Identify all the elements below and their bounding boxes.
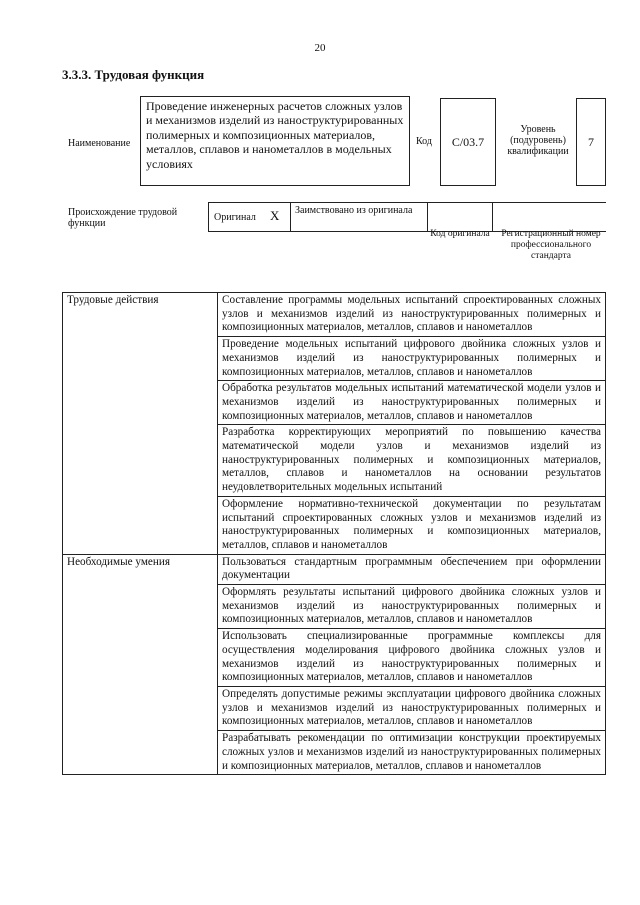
page-number: 20 (314, 42, 326, 54)
table-cell: Пользоваться стандартным программным обеспечением при оформлении документации (218, 554, 606, 584)
reg-number-label: Регистрационный номер профессионального стандарта (501, 229, 601, 261)
name-label: Наименование (68, 138, 131, 149)
table-cell: Составление программы модельных испытаний спроектированных сложных узлов и механизмов изделий из наноструктурированных полимерных и композиционных материалов, металлов, сплавов и нанометаллов (218, 293, 606, 337)
origin-divider (427, 202, 428, 232)
table-row (63, 293, 606, 337)
table-row (63, 554, 606, 584)
origin-divider (290, 202, 291, 232)
function-name: Проведение инженерных расчетов сложных узлов и механизмов изделий из наноструктурированных полимерных и композиционных материалов, металлов, сплавов и нанометаллов в модельных условиях (140, 96, 410, 186)
borrowed-label: Заимствовано из оригинала (295, 205, 413, 216)
level-value: 7 (576, 98, 606, 186)
table-cell: Проведение модельных испытаний цифрового двойника сложных узлов и механизмов изделий из наноструктурированных полимерных и композиционных материалов, металлов, сплавов и нанометаллов (218, 337, 606, 381)
code-original-label: Код оригинала (430, 229, 490, 239)
original-mark: X (270, 208, 280, 223)
original-label: Оригинал (214, 212, 256, 223)
table-cell: Определять допустимые режимы эксплуатации цифрового двойника сложных узлов и механизмов изделий из наноструктурированных полимерных и композиционных материалов, металлов, сплавов и нанометаллов (218, 686, 606, 730)
origin-divider (208, 202, 209, 232)
origin-label: Происхождение трудовой функции (68, 207, 178, 229)
table-cell: Разработка корректирующих мероприятий по повышению качества математической модели узлов и механизмов изделий из наноструктурированных полимерных и композиционных материалов, металлов, сплавов и нанометаллов на основании результатов неудовлетворительных модельных испытаний (218, 425, 606, 497)
level-label: Уровень (подуровень) квалификации (507, 124, 569, 157)
code-label: Код (416, 136, 432, 147)
origin-divider (492, 202, 493, 232)
table-cell: Обработка результатов модельных испытаний математической модели узлов и механизмов изделий из наноструктурированных полимерных и композиционных материалов, металлов, сплавов и нанометаллов (218, 381, 606, 425)
section-title-required-skills: Необходимые умения (63, 554, 218, 775)
table-cell: Использовать специализированные программные комплексы для осуществления моделирования цифрового двойника сложных узлов и механизмов изделий из наноструктурированных полимерных и композиционных материалов, металлов, сплавов и нанометаллов (218, 629, 606, 687)
table-cell: Разрабатывать рекомендации по оптимизации конструкции проектируемых сложных узлов и механизмов изделий из наноструктурированных полимерных и композиционных материалов, металлов, сплавов и нанометаллов (218, 731, 606, 775)
labor-function-table (62, 292, 606, 775)
code-value: C/03.7 (440, 98, 496, 186)
section-title-labor-actions: Трудовые действия (63, 293, 218, 555)
table-cell: Оформление нормативно-технической документации по результатам испытаний спроектированных сложных узлов и механизмов изделий из наноструктурированных полимерных и композиционных материалов, металлов, сплавов и нанометаллов (218, 496, 606, 554)
table-cell: Оформлять результаты испытаний цифрового двойника сложных узлов и механизмов изделий из наноструктурированных полимерных и композиционных материалов, металлов, сплавов и нанометаллов (218, 585, 606, 629)
section-title: 3.3.3. Трудовая функция (62, 67, 205, 82)
